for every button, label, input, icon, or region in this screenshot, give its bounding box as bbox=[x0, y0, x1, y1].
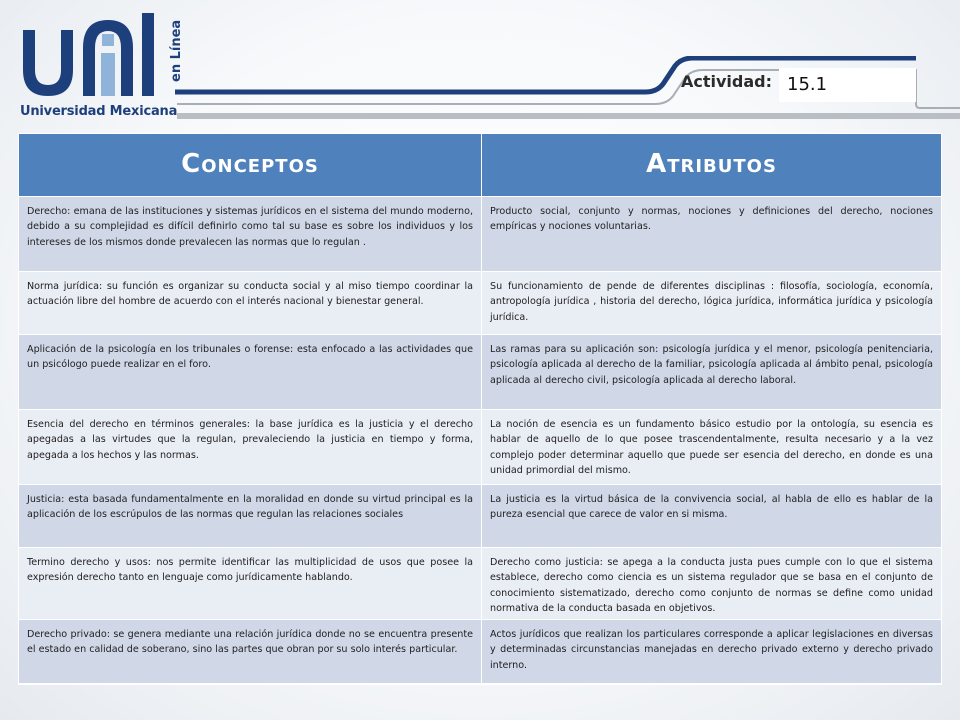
table-row bbox=[19, 410, 941, 485]
table-row bbox=[19, 548, 941, 620]
concept-cell: Justicia: esta basada fundamentalmente en la moralidad en donde su virtud principal es la aplicación de los escrúpulos de las normas que regulan las relaciones sociales bbox=[19, 485, 482, 548]
university-logo bbox=[18, 8, 184, 120]
attribute-cell: Actos jurídicos que realizan los particulares corresponde a aplicar legislaciones en diversas y determinadas circunstancias manejadas en derecho privado externo y derecho privado interno. bbox=[482, 620, 941, 684]
concept-cell: Esencia del derecho en términos generales: la base jurídica es la justicia y el derecho apegadas a las virtudes que la regulan, prevaleciendo la justicia en tiempo y forma, apegada a los hechos y las normas. bbox=[19, 410, 482, 485]
table-row bbox=[19, 485, 941, 548]
concept-cell: Aplicación de la psicología en los tribunales o forense: esta enfocado a las actividades que un psicólogo puede realizar en el foro. bbox=[19, 335, 482, 410]
concept-cell: Derecho privado: se genera mediante una relación jurídica donde no se encuentra presente el estado en calidad de soberano, sino las partes que obran por su solo interés particular. bbox=[19, 620, 482, 684]
activity-number: 15.1 bbox=[787, 74, 828, 95]
table-row bbox=[19, 335, 941, 410]
attribute-cell: Derecho como justicia: se apega a la conducta justa pues cumple con lo que el sistema establece, derecho como ciencia es un sistema regulador que se basa en el conjunto de conocimiento sistematizado, derecho como conjunto de normas se define como unidad normativa de la conducta basada en objetivos. bbox=[482, 548, 941, 620]
unl-logo-icon bbox=[18, 8, 168, 108]
concept-cell: Derecho: emana de las instituciones y sistemas jurídicos en el sistema del mundo moderno, debido a su complejidad es difícil definirlo como tal su base es sobre los individuos y los intereses de los mismos donde prevalecen las normas que lo regulan . bbox=[19, 197, 482, 272]
attribute-cell: Su funcionamiento de pende de diferentes disciplinas : filosofía, sociología, economía, antropología jurídica , historia del derecho, lógica jurídica, informática jurídica y psicología jurídica. bbox=[482, 272, 941, 335]
concept-cell: Norma jurídica: su función es organizar su conducta social y al miso tiempo coordinar la actuación libre del hombre de acuerdo con el interés nacional y bienestar general. bbox=[19, 272, 482, 335]
header-atributos: Atributos bbox=[482, 134, 941, 197]
table-row bbox=[19, 272, 941, 335]
table-header-row bbox=[19, 134, 941, 197]
attribute-cell: Las ramas para su aplicación son: psicología jurídica y el menor, psicología penitenciaria, psicología aplicada al derecho de la familiar, psicología aplicada al ámbito penal, psicología aplicada al derecho civil, psicología aplicada al derecho laboral. bbox=[482, 335, 941, 410]
table-row bbox=[19, 620, 941, 684]
activity-number-box bbox=[779, 68, 916, 102]
logo-university-name: Universidad Mexicana bbox=[20, 104, 178, 119]
activity-label: Actividad: bbox=[681, 72, 773, 91]
attribute-cell: La noción de esencia es un fundamento básico estudio por la ontología, su esencia es hablar de aquello de lo que posee trascendentalmente, resulta necesario y a la vez complejo poder determinar aquello que puede ser esencia del derecho, en donde es una unidad primordial del mismo. bbox=[482, 410, 941, 485]
header-conceptos: Conceptos bbox=[19, 134, 482, 197]
attribute-cell: La justicia es la virtud básica de la convivencia social, al habla de ello es hablar de la pureza esencial que carece de valor en si misma. bbox=[482, 485, 941, 548]
concepts-table bbox=[18, 133, 942, 685]
attribute-cell: Producto social, conjunto y normas, nociones y definiciones del derecho, nociones empíricas y nociones voluntarias. bbox=[482, 197, 941, 272]
table-row bbox=[19, 197, 941, 272]
logo-tagline: en Línea bbox=[169, 19, 184, 82]
concept-cell: Termino derecho y usos: nos permite identificar las multiplicidad de usos que posee la expresión derecho tanto en lenguaje como jurídicamente hablando. bbox=[19, 548, 482, 620]
